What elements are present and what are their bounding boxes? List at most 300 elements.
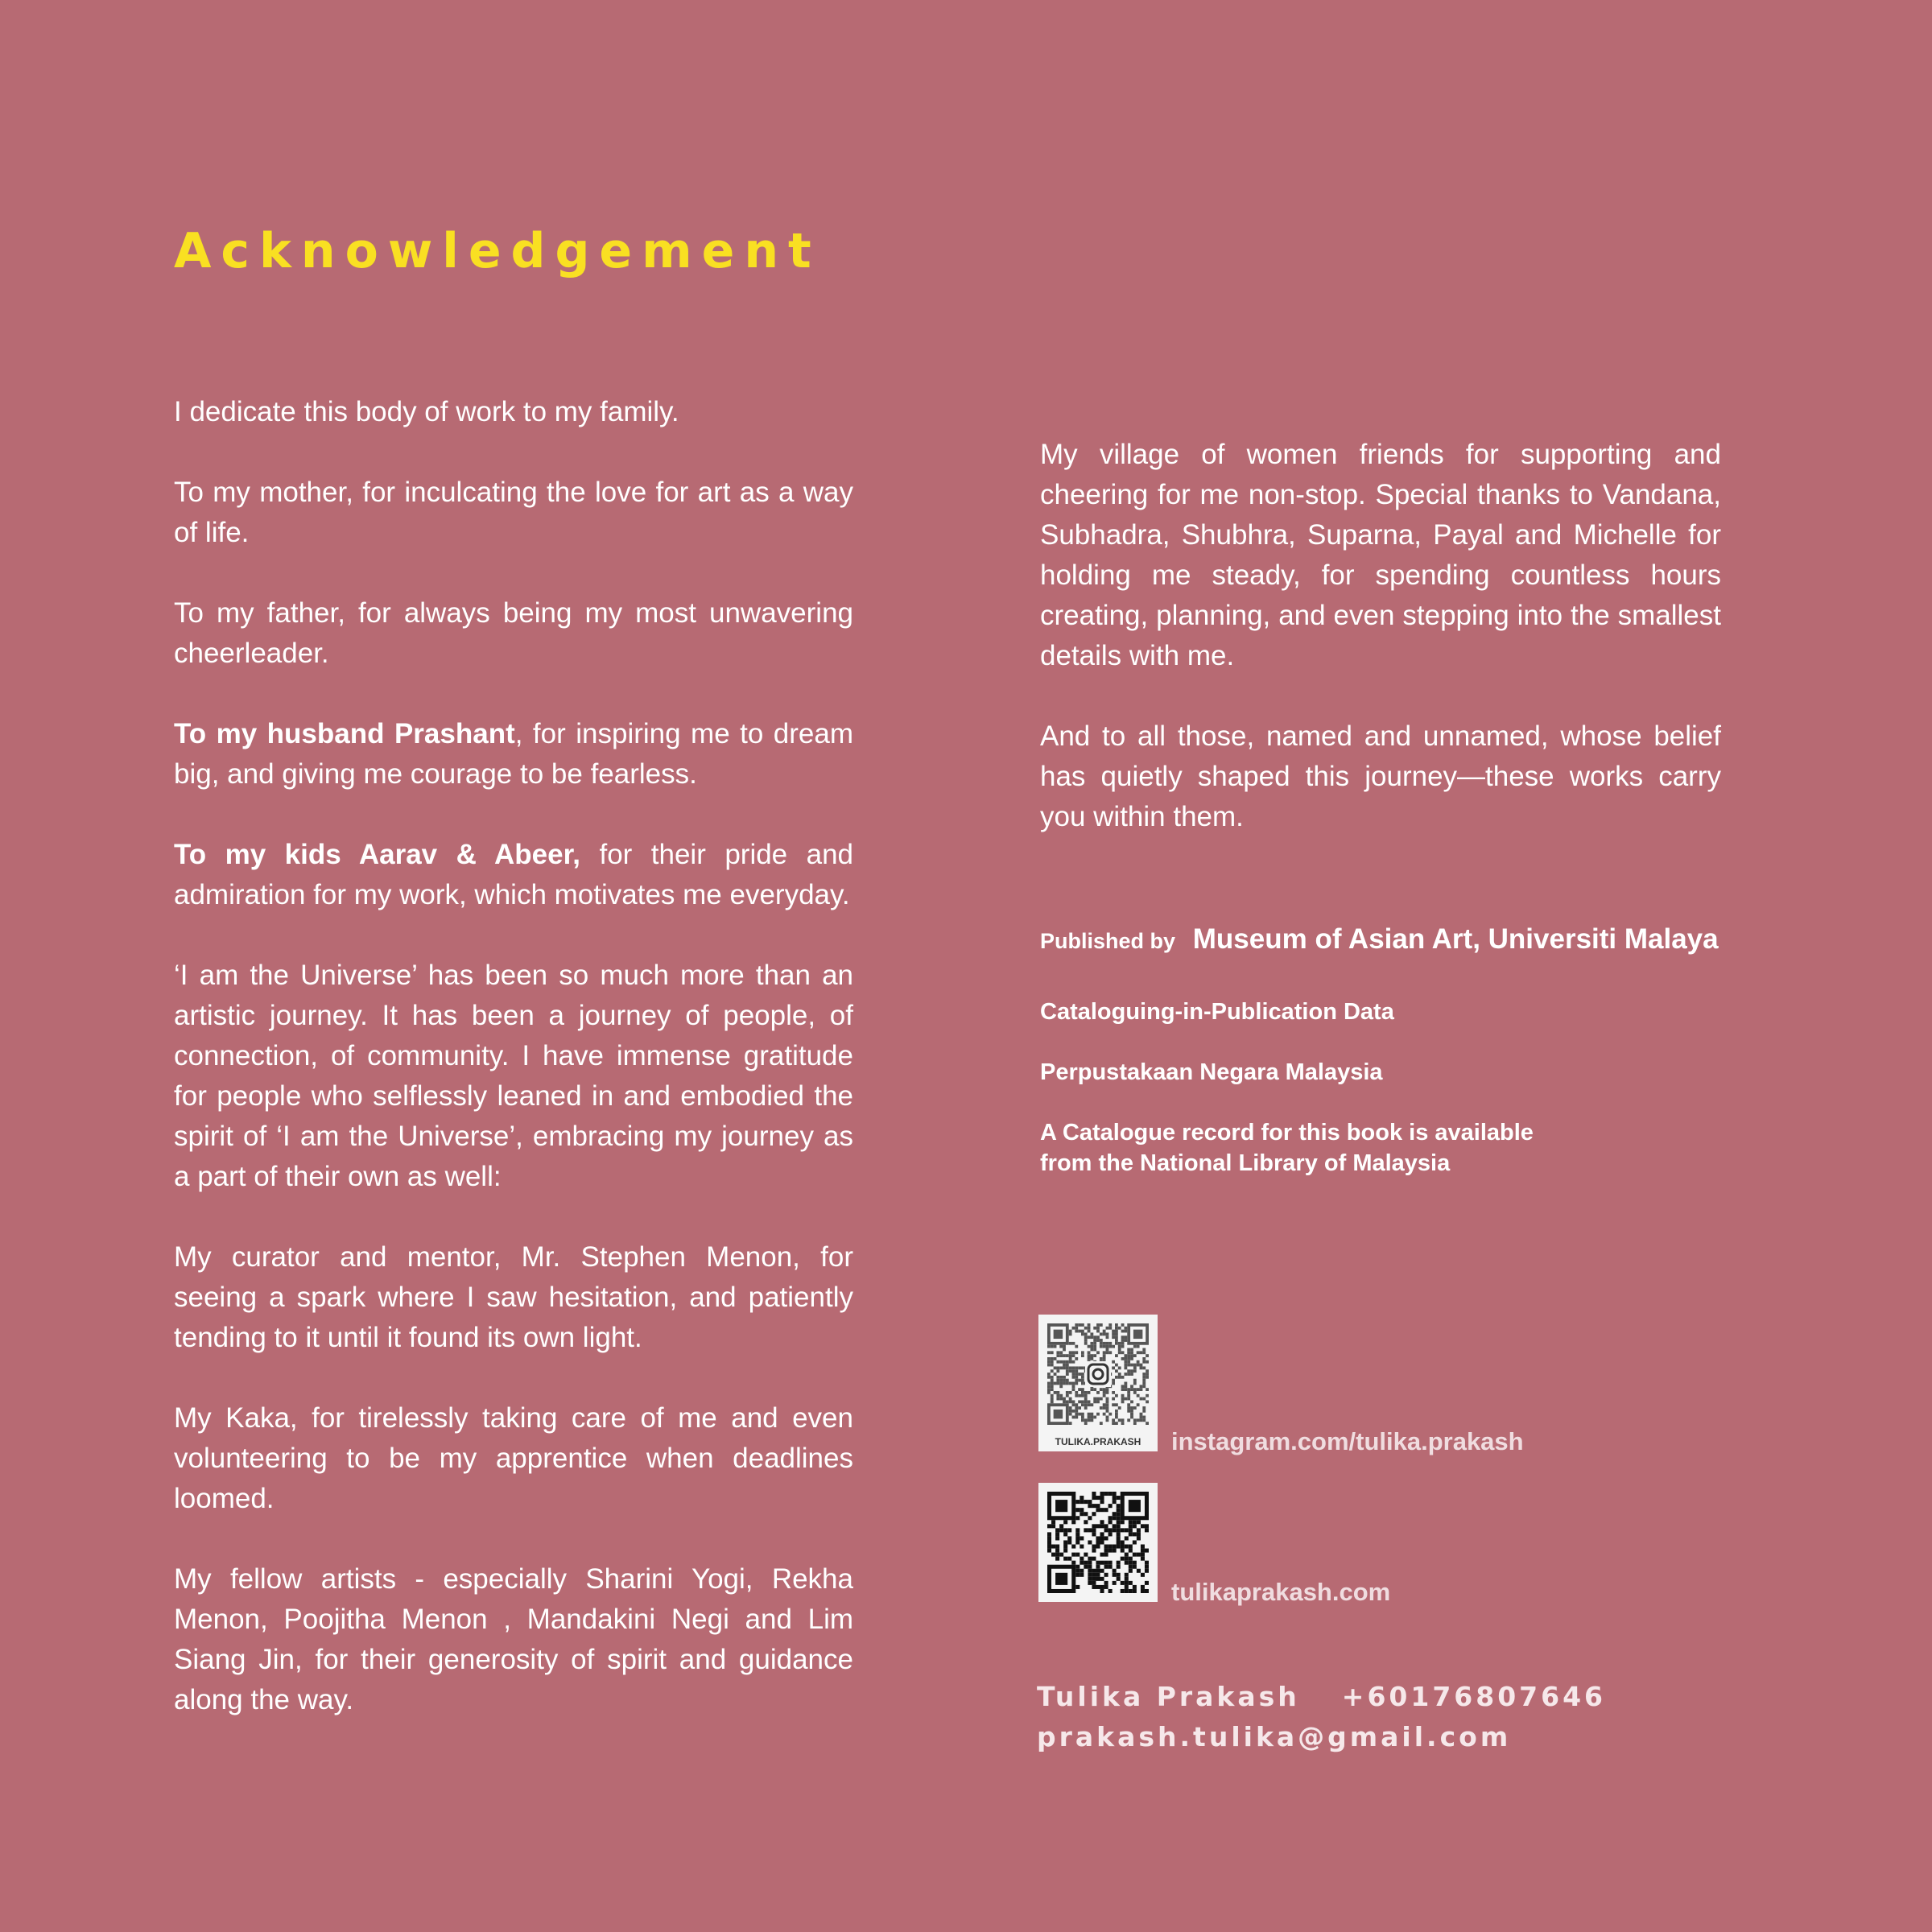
qr-module <box>1066 1391 1069 1394</box>
qr-module <box>1129 1565 1133 1569</box>
qr-module <box>1103 1388 1106 1391</box>
qr-module <box>1059 1524 1063 1528</box>
contact-phone[interactable]: +60176807646 <box>1341 1681 1607 1712</box>
qr-module <box>1069 1357 1072 1360</box>
acknowledgement-left-column <box>174 392 853 1720</box>
qr-module <box>1104 1545 1108 1549</box>
qr-module <box>1066 1379 1069 1382</box>
qr-finder-pattern <box>1054 1330 1063 1339</box>
qr-module <box>1084 1394 1088 1397</box>
qr-module <box>1075 1369 1078 1373</box>
qr-module <box>1112 1403 1115 1406</box>
qr-module <box>1088 1561 1092 1565</box>
qr-module <box>1063 1379 1066 1382</box>
qr-module <box>1125 1557 1129 1561</box>
qr-module <box>1130 1348 1133 1352</box>
qr-module <box>1096 1339 1100 1342</box>
qr-module <box>1129 1589 1133 1593</box>
qr-module <box>1141 1549 1145 1553</box>
qr-module <box>1088 1330 1091 1333</box>
qr-module <box>1072 1366 1075 1369</box>
qr-module <box>1090 1418 1093 1422</box>
qr-module <box>1130 1385 1133 1388</box>
qr-module <box>1103 1394 1106 1397</box>
qr-module <box>1142 1410 1146 1413</box>
qr-module <box>1056 1397 1059 1401</box>
qr-module <box>1081 1323 1084 1327</box>
qr-module <box>1063 1382 1066 1385</box>
qr-module <box>1090 1388 1093 1391</box>
qr-module <box>1121 1418 1125 1422</box>
qr-finder-pattern <box>1055 1500 1067 1512</box>
qr-module <box>1090 1348 1093 1352</box>
qr-module <box>1088 1351 1091 1354</box>
qr-module <box>1066 1394 1069 1397</box>
qr-module <box>1059 1376 1063 1379</box>
qr-module <box>1142 1397 1146 1401</box>
contact-email[interactable]: prakash.tulika@gmail.com <box>1037 1721 1512 1752</box>
kids-bold-text: To my kids Aarav & Abeer, <box>174 839 581 870</box>
qr-module <box>1069 1410 1072 1413</box>
qr-module <box>1069 1413 1072 1416</box>
qr-module <box>1141 1589 1145 1593</box>
qr-module <box>1103 1354 1106 1357</box>
qr-module <box>1055 1532 1059 1536</box>
qr-module <box>1081 1418 1084 1422</box>
qr-module <box>1063 1540 1067 1544</box>
qr-module <box>1080 1496 1084 1500</box>
qr-module <box>1108 1351 1112 1354</box>
qr-module <box>1088 1323 1091 1327</box>
qr-module <box>1100 1406 1103 1410</box>
qr-module <box>1063 1528 1067 1532</box>
qr-module <box>1103 1332 1106 1335</box>
qr-module <box>1093 1388 1096 1391</box>
qr-module <box>1133 1345 1137 1348</box>
qr-module <box>1125 1585 1129 1589</box>
qr-module <box>1146 1354 1149 1357</box>
website-qr-graphic <box>1038 1483 1158 1602</box>
qr-module <box>1096 1569 1100 1573</box>
qr-module <box>1056 1391 1059 1394</box>
qr-module <box>1059 1351 1063 1354</box>
qr-module <box>1106 1351 1109 1354</box>
catalogue-note-line1: A Catalogue record for this book is available <box>1040 1120 1534 1146</box>
qr-module <box>1069 1391 1072 1394</box>
qr-module <box>1093 1345 1096 1348</box>
qr-module <box>1133 1382 1137 1385</box>
qr-module <box>1084 1418 1088 1422</box>
qr-module <box>1078 1373 1081 1376</box>
qr-module <box>1125 1589 1129 1593</box>
qr-module <box>1103 1391 1106 1394</box>
qr-module <box>1069 1360 1072 1364</box>
qr-module <box>1130 1354 1133 1357</box>
qr-module <box>1093 1335 1096 1339</box>
qr-module <box>1145 1528 1149 1532</box>
qr-module <box>1075 1585 1080 1589</box>
qr-module <box>1108 1345 1112 1348</box>
qr-module <box>1092 1581 1096 1585</box>
qr-module <box>1059 1382 1063 1385</box>
qr-module <box>1088 1500 1092 1504</box>
qr-module <box>1063 1364 1066 1367</box>
qr-module <box>1084 1397 1088 1401</box>
qr-module <box>1051 1364 1054 1367</box>
qr-module <box>1054 1373 1057 1376</box>
qr-module <box>1081 1354 1084 1357</box>
publisher-name: Museum of Asian Art, Universiti Malaya <box>1192 923 1719 955</box>
qr-module <box>1121 1394 1125 1397</box>
qr-module <box>1130 1373 1133 1376</box>
qr-module <box>1124 1327 1127 1330</box>
qr-module <box>1100 1585 1104 1589</box>
qr-module <box>1125 1573 1129 1577</box>
qr-module <box>1096 1508 1100 1512</box>
qr-module <box>1103 1351 1106 1354</box>
qr-module <box>1106 1400 1109 1403</box>
qr-module <box>1056 1366 1059 1369</box>
qr-module <box>1133 1418 1137 1422</box>
qr-module <box>1140 1385 1143 1388</box>
qr-module <box>1063 1345 1066 1348</box>
qr-module <box>1092 1492 1096 1496</box>
qr-module <box>1059 1366 1063 1369</box>
qr-module <box>1106 1418 1109 1422</box>
qr-module <box>1096 1391 1100 1394</box>
qr-module <box>1081 1388 1084 1391</box>
qr-finder-pattern <box>1129 1500 1141 1512</box>
qr-module <box>1142 1348 1146 1352</box>
page-title: Acknowledgement <box>174 223 821 279</box>
qr-module <box>1108 1504 1113 1508</box>
qr-module <box>1075 1540 1080 1544</box>
universe-paragraph: ‘I am the Universe’ has been so much more than an artistic journey. It has been a journey of people, of connection, of community. I have immense gratitude for people who selflessly leaned in and embodied the spirit of ‘I am the Universe’, embracing my journey as a part of their own as well: <box>174 960 853 1192</box>
qr-module <box>1066 1366 1069 1369</box>
qr-module <box>1063 1545 1067 1549</box>
qr-module <box>1117 1536 1121 1540</box>
qr-module <box>1141 1545 1145 1549</box>
qr-module <box>1104 1565 1108 1569</box>
qr-module <box>1133 1524 1137 1528</box>
qr-module <box>1127 1354 1130 1357</box>
qr-module <box>1100 1492 1104 1496</box>
qr-module <box>1092 1504 1096 1508</box>
qr-module <box>1093 1348 1096 1352</box>
qr-module <box>1100 1569 1104 1573</box>
qr-module <box>1142 1357 1146 1360</box>
qr-module <box>1072 1373 1075 1376</box>
qr-module <box>1078 1366 1081 1369</box>
qr-module <box>1104 1508 1108 1512</box>
qr-module <box>1121 1385 1125 1388</box>
qr-module <box>1075 1330 1078 1333</box>
qr-module <box>1100 1357 1103 1360</box>
qr-module <box>1084 1528 1088 1532</box>
qr-module <box>1072 1382 1075 1385</box>
qr-module <box>1075 1376 1078 1379</box>
qr-module <box>1117 1565 1121 1569</box>
qr-module <box>1051 1397 1054 1401</box>
qr-module <box>1124 1360 1127 1364</box>
qr-module <box>1121 1351 1125 1354</box>
qr-module <box>1108 1520 1113 1524</box>
qr-module <box>1133 1540 1137 1544</box>
qr-module <box>1100 1422 1103 1425</box>
qr-module <box>1084 1500 1088 1504</box>
qr-module <box>1088 1528 1092 1532</box>
qr-module <box>1100 1342 1103 1345</box>
qr-module <box>1142 1360 1146 1364</box>
qr-module <box>1075 1379 1078 1382</box>
husband-text: , for inspiring me to dream big, and giving me courage to be fearless. <box>174 718 853 790</box>
qr-module <box>1117 1512 1121 1516</box>
qr-module <box>1051 1385 1054 1388</box>
curator-paragraph: My curator and mentor, Mr. Stephen Menon, for seeing a spark where I saw hesitation, and patiently tending to it until it found its own light. <box>174 1241 853 1353</box>
qr-module <box>1117 1573 1121 1577</box>
qr-module <box>1075 1532 1080 1536</box>
qr-module <box>1104 1492 1108 1496</box>
qr-module <box>1146 1373 1149 1376</box>
qr-module <box>1121 1549 1125 1553</box>
website-link[interactable]: tulikaprakash.com <box>1171 1578 1391 1606</box>
qr-module <box>1075 1382 1078 1385</box>
qr-module <box>1125 1553 1129 1557</box>
qr-module <box>1088 1504 1092 1508</box>
qr-module <box>1103 1413 1106 1416</box>
qr-module <box>1130 1351 1133 1354</box>
qr-module <box>1047 1364 1051 1367</box>
qr-module <box>1142 1418 1146 1422</box>
qr-module <box>1084 1403 1088 1406</box>
qr-module <box>1081 1391 1084 1394</box>
qr-module <box>1140 1364 1143 1367</box>
qr-module <box>1088 1345 1091 1348</box>
qr-module <box>1066 1373 1069 1376</box>
friends-paragraph: My village of women friends for supporting and cheering for me non-stop. Special thanks to Vandana, Subhadra, Shubhra, Suparna, Payal and Michelle for holding me steady, for spending countless hours creating, planning, and even stepping into the smallest details with me. <box>1040 439 1721 671</box>
qr-module <box>1072 1327 1075 1330</box>
qr-module <box>1108 1549 1113 1553</box>
catalogue-note <box>1040 1117 1765 1179</box>
qr-module <box>1092 1549 1096 1553</box>
qr-module <box>1106 1391 1109 1394</box>
qr-module <box>1088 1516 1092 1520</box>
qr-module <box>1084 1422 1088 1425</box>
qr-module <box>1100 1536 1104 1540</box>
qr-module <box>1080 1569 1084 1573</box>
qr-module <box>1088 1565 1092 1569</box>
qr-module <box>1096 1327 1100 1330</box>
qr-module <box>1080 1557 1084 1561</box>
qr-module <box>1133 1391 1137 1394</box>
qr-module <box>1100 1577 1104 1581</box>
qr-module <box>1063 1557 1067 1561</box>
qr-module <box>1137 1418 1140 1422</box>
qr-module <box>1133 1366 1137 1369</box>
qr-module <box>1069 1397 1072 1401</box>
qr-module <box>1118 1348 1121 1352</box>
qr-module <box>1100 1496 1104 1500</box>
qr-module <box>1130 1388 1133 1391</box>
qr-module <box>1103 1342 1106 1345</box>
qr-module <box>1129 1581 1133 1585</box>
qr-module <box>1092 1545 1096 1549</box>
instagram-qr-code[interactable] <box>1038 1315 1158 1451</box>
qr-module <box>1106 1397 1109 1401</box>
qr-module <box>1106 1342 1109 1345</box>
qr-module <box>1106 1348 1109 1352</box>
qr-module <box>1127 1360 1130 1364</box>
qr-module <box>1133 1364 1137 1367</box>
acknowledgement-right-column <box>1040 435 1721 837</box>
qr-module <box>1063 1354 1066 1357</box>
qr-module <box>1090 1335 1093 1339</box>
qr-module <box>1047 1385 1051 1388</box>
qr-module <box>1069 1369 1072 1373</box>
qr-module <box>1069 1422 1072 1425</box>
qr-module <box>1081 1413 1084 1416</box>
qr-module <box>1051 1545 1055 1549</box>
qr-module <box>1084 1553 1088 1557</box>
qr-module <box>1088 1581 1092 1585</box>
qr-module <box>1096 1573 1100 1577</box>
website-qr-code[interactable] <box>1038 1483 1158 1602</box>
qr-module <box>1069 1330 1072 1333</box>
qr-module <box>1133 1585 1137 1589</box>
qr-module <box>1096 1400 1100 1403</box>
qr-module <box>1069 1332 1072 1335</box>
qr-module <box>1100 1561 1104 1565</box>
qr-module <box>1081 1394 1084 1397</box>
qr-module <box>1112 1397 1115 1401</box>
qr-module <box>1117 1528 1121 1532</box>
qr-module <box>1075 1536 1080 1540</box>
qr-module <box>1078 1388 1081 1391</box>
qr-module <box>1075 1366 1078 1369</box>
qr-module <box>1096 1397 1100 1401</box>
qr-module <box>1121 1323 1125 1327</box>
qr-module <box>1059 1397 1063 1401</box>
qr-module <box>1096 1545 1100 1549</box>
qr-module <box>1069 1400 1072 1403</box>
qr-module <box>1081 1351 1084 1354</box>
qr-module <box>1142 1379 1146 1382</box>
qr-module <box>1121 1335 1125 1339</box>
qr-module <box>1115 1354 1118 1357</box>
qr-module <box>1096 1413 1100 1416</box>
qr-module <box>1112 1330 1115 1333</box>
qr-module <box>1056 1360 1059 1364</box>
qr-module <box>1137 1520 1141 1524</box>
qr-module <box>1059 1345 1063 1348</box>
qr-module <box>1096 1561 1100 1565</box>
qr-module <box>1075 1391 1078 1394</box>
qr-module <box>1088 1413 1091 1416</box>
qr-module <box>1054 1382 1057 1385</box>
qr-module <box>1047 1357 1051 1360</box>
qr-module <box>1140 1388 1143 1391</box>
qr-module <box>1113 1573 1117 1577</box>
qr-module <box>1104 1549 1108 1553</box>
qr-module <box>1081 1400 1084 1403</box>
qr-module <box>1090 1332 1093 1335</box>
qr-module <box>1080 1536 1084 1540</box>
qr-module <box>1059 1553 1063 1557</box>
qr-module <box>1092 1528 1096 1532</box>
qr-module <box>1125 1581 1129 1585</box>
qr-module <box>1104 1585 1108 1589</box>
qr-module <box>1096 1351 1100 1354</box>
qr-module <box>1117 1516 1121 1520</box>
qr-module <box>1075 1373 1078 1376</box>
qr-module <box>1108 1413 1112 1416</box>
qr-module <box>1117 1561 1121 1565</box>
qr-module <box>1072 1385 1075 1388</box>
qr-module <box>1075 1357 1078 1360</box>
qr-module <box>1104 1561 1108 1565</box>
qr-module <box>1142 1373 1146 1376</box>
qr-module <box>1112 1391 1115 1394</box>
qr-module <box>1142 1351 1146 1354</box>
qr-module <box>1051 1382 1054 1385</box>
qr-module <box>1129 1528 1133 1532</box>
qr-module <box>1121 1397 1125 1401</box>
qr-module <box>1113 1496 1117 1500</box>
qr-module <box>1130 1400 1133 1403</box>
published-by-label: Published by <box>1040 929 1176 953</box>
qr-module <box>1072 1403 1075 1406</box>
qr-finder-pattern <box>1133 1330 1142 1339</box>
qr-module <box>1142 1406 1146 1410</box>
qr-module <box>1113 1512 1117 1516</box>
qr-module <box>1054 1345 1057 1348</box>
kids-paragraph <box>174 835 853 915</box>
qr-module <box>1081 1379 1084 1382</box>
qr-module <box>1141 1585 1145 1589</box>
qr-module <box>1121 1400 1125 1403</box>
qr-module <box>1115 1332 1118 1335</box>
qr-module <box>1072 1410 1075 1413</box>
qr-module <box>1142 1376 1146 1379</box>
qr-module <box>1146 1369 1149 1373</box>
qr-module <box>1127 1410 1130 1413</box>
qr-module <box>1133 1565 1137 1569</box>
qr-module <box>1146 1376 1149 1379</box>
qr-module <box>1141 1573 1145 1577</box>
qr-module <box>1075 1528 1080 1532</box>
qr-module <box>1141 1553 1145 1557</box>
qr-module <box>1096 1524 1100 1528</box>
catalogue-note-line2: from the National Library of Malaysia <box>1040 1150 1451 1176</box>
qr-module <box>1100 1589 1104 1593</box>
qr-module <box>1118 1366 1121 1369</box>
qr-module <box>1127 1403 1130 1406</box>
qr-module <box>1100 1520 1104 1524</box>
qr-module <box>1088 1418 1091 1422</box>
qr-module <box>1106 1345 1109 1348</box>
qr-module <box>1127 1418 1130 1422</box>
qr-module <box>1051 1376 1054 1379</box>
qr-module <box>1124 1366 1127 1369</box>
qr-module <box>1130 1410 1133 1413</box>
qr-module <box>1066 1360 1069 1364</box>
qr-module <box>1093 1354 1096 1357</box>
qr-module <box>1084 1520 1088 1524</box>
instagram-link[interactable]: instagram.com/tulika.prakash <box>1171 1427 1524 1455</box>
qr-module <box>1100 1339 1103 1342</box>
qr-module <box>1093 1416 1096 1419</box>
qr-module <box>1063 1520 1067 1524</box>
